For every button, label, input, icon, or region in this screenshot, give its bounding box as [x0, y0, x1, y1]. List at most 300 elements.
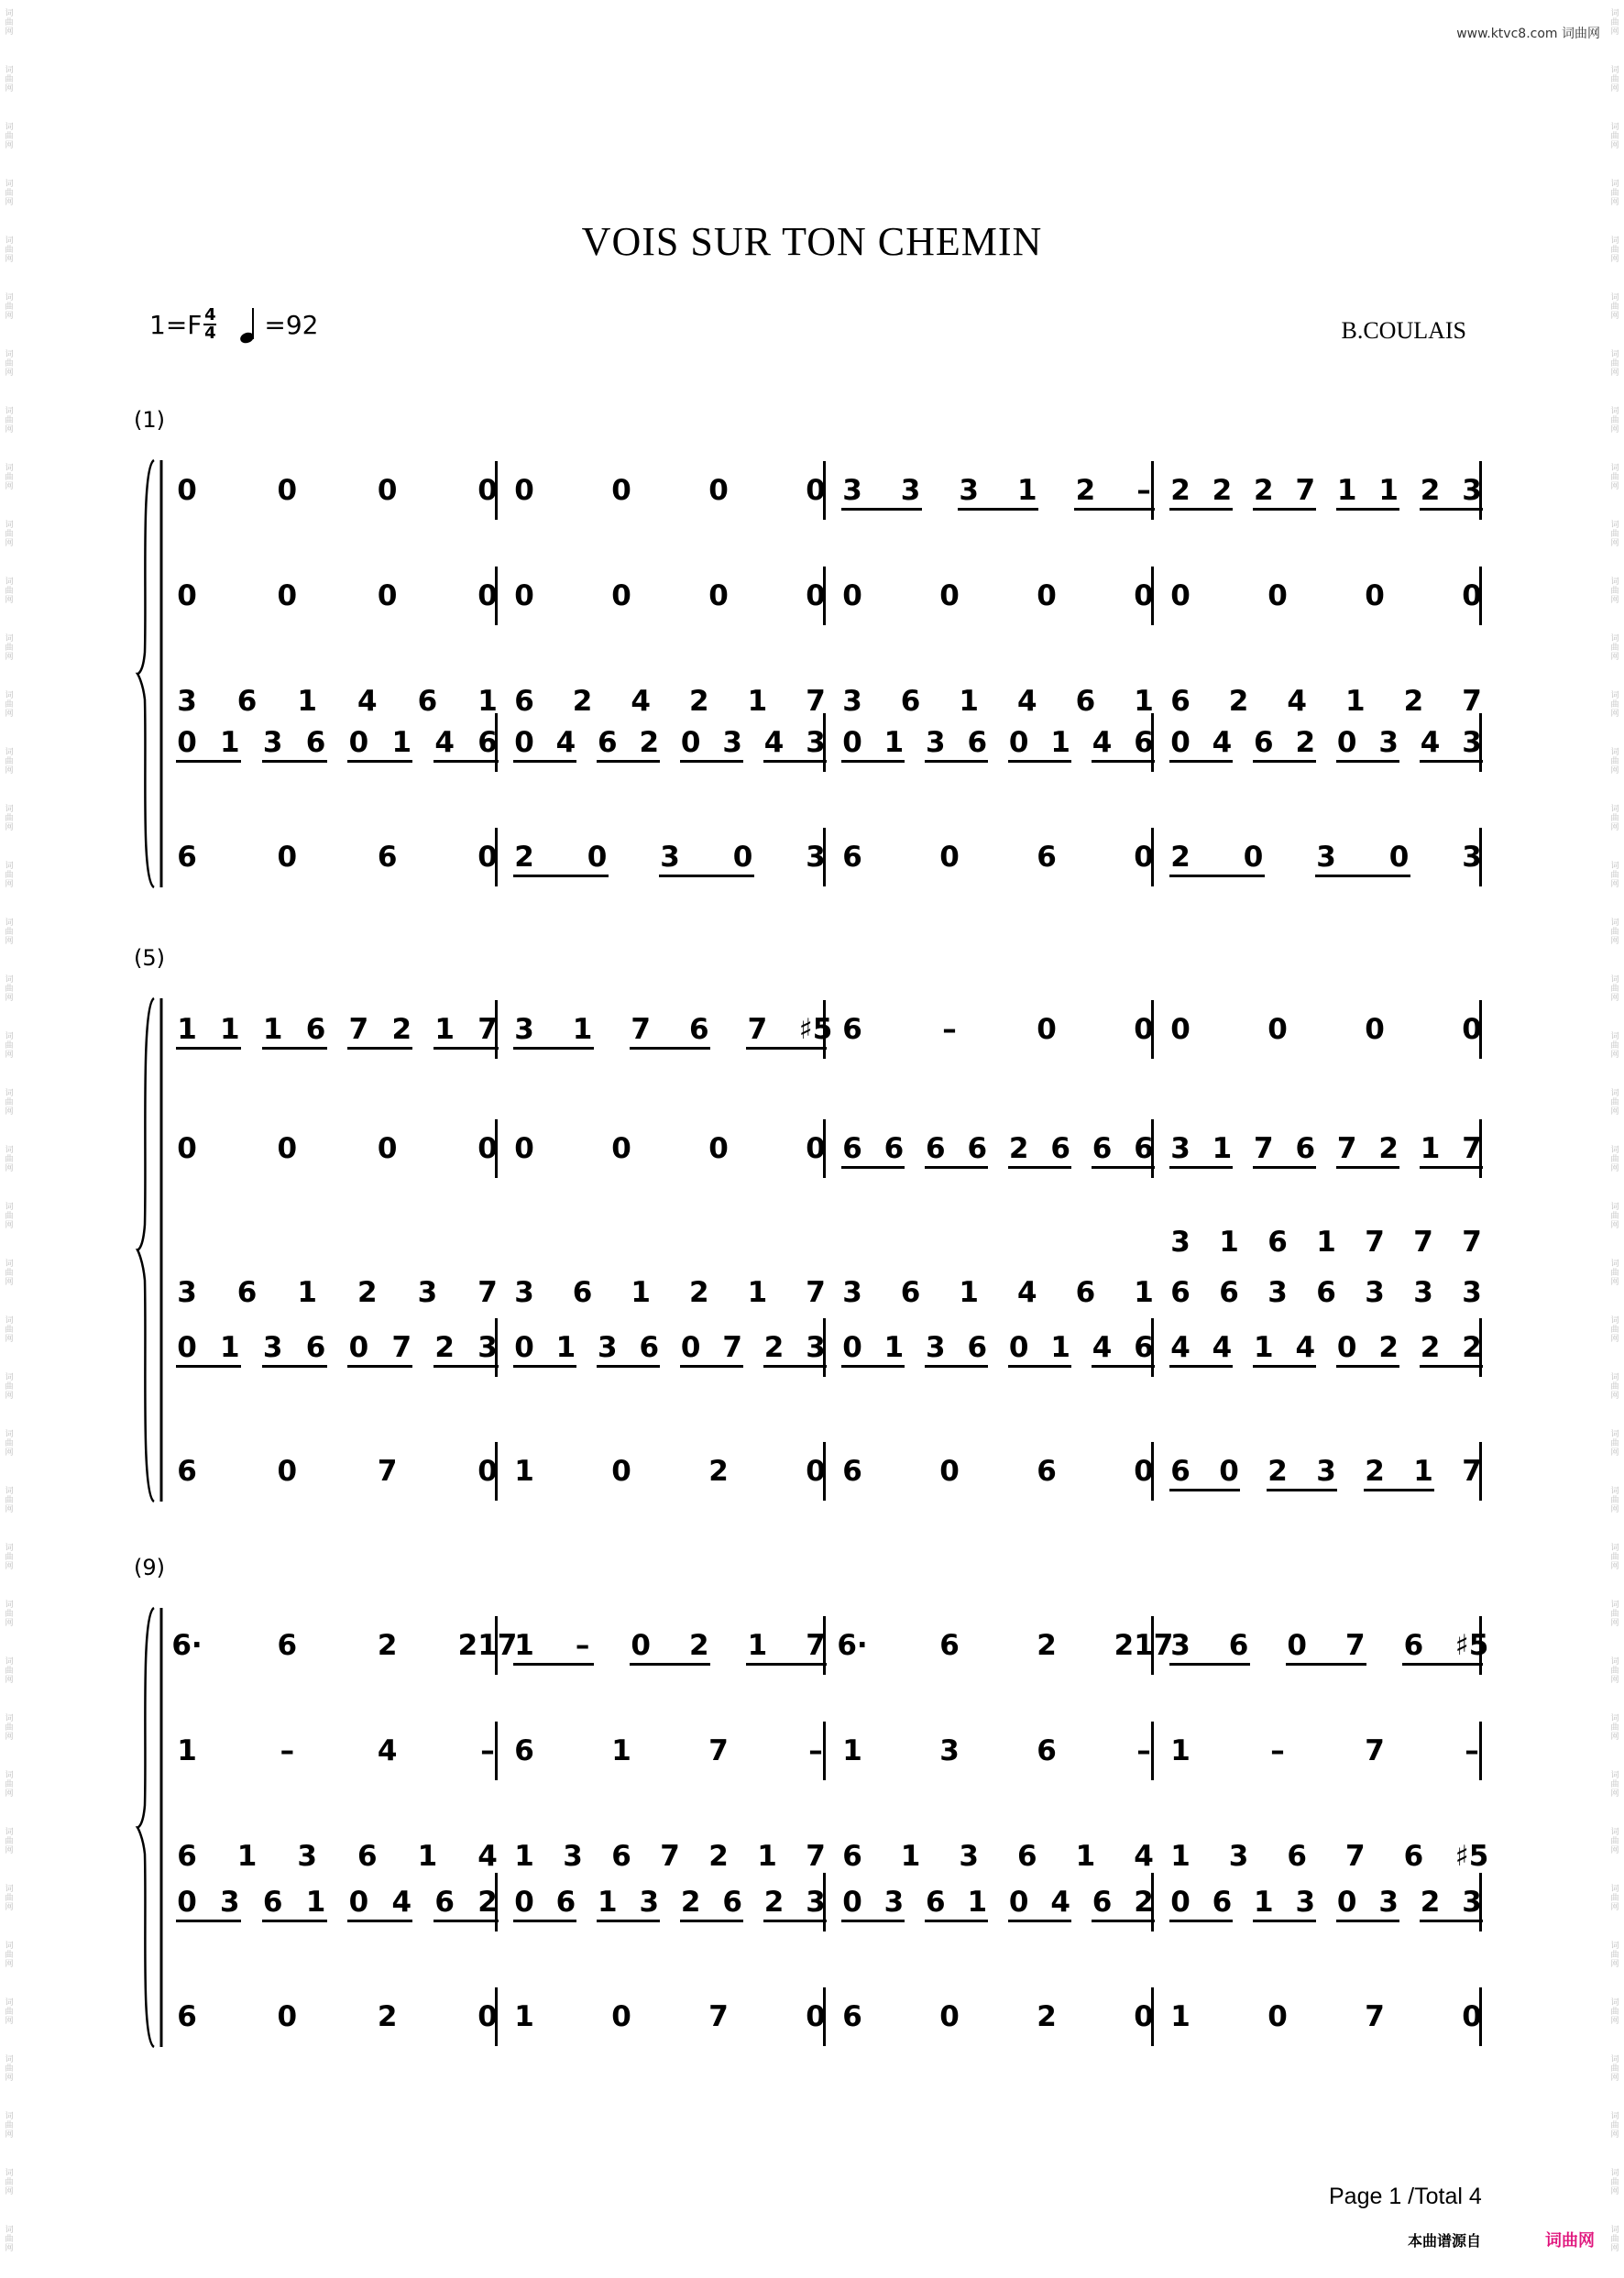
note: 3 — [1316, 841, 1336, 874]
beam-underline — [176, 1920, 241, 1922]
note: 6· — [837, 1629, 868, 1662]
note: 6 — [357, 1840, 378, 1873]
beam-underline — [1420, 1920, 1483, 1922]
beam-underline — [1169, 1920, 1233, 1922]
note: 0 — [277, 1132, 298, 1165]
note: 2 — [1420, 1886, 1441, 1919]
note: 4 — [1287, 685, 1307, 718]
watermark-text: 词 曲 网 — [1610, 1260, 1619, 1287]
note: 0 — [611, 1132, 631, 1165]
watermark-text: 词 曲 网 — [5, 180, 14, 207]
note: 1 — [747, 1276, 768, 1309]
watermark-text: 词 曲 网 — [5, 123, 14, 150]
note: 0 — [1267, 579, 1288, 612]
beam-underline — [630, 1663, 710, 1666]
note: 0 — [1336, 1331, 1357, 1364]
note: 3 — [1170, 1132, 1191, 1165]
note: 2 — [391, 1013, 412, 1046]
watermark-text: 词 曲 网 — [5, 805, 14, 832]
note: 2 — [1170, 474, 1191, 507]
watermark-text: 词 曲 网 — [1610, 634, 1619, 662]
system-label: (5) — [134, 945, 165, 971]
note: – — [942, 1013, 957, 1046]
note: 4 — [391, 1886, 412, 1919]
note: 0 — [1170, 1013, 1191, 1046]
left-watermark-strip — [0, 0, 18, 2278]
note: 3 — [514, 1276, 534, 1309]
note: – — [808, 1734, 823, 1767]
watermark-text: 词 曲 网 — [5, 1885, 14, 1912]
note: 0 — [377, 1132, 398, 1165]
note: 0 — [842, 726, 862, 759]
note: 7 — [806, 1840, 826, 1873]
watermark-text: 词 曲 网 — [1610, 9, 1619, 37]
note: 6 — [722, 1886, 742, 1919]
note: 0 — [1462, 2000, 1482, 2033]
note: 6 — [1075, 1276, 1096, 1309]
note: 6 — [477, 726, 498, 759]
beam-underline — [176, 1365, 241, 1368]
note: 4 — [1134, 1840, 1154, 1873]
beam-underline — [1074, 508, 1155, 511]
note: 1 — [959, 1276, 979, 1309]
note: 6 — [377, 841, 398, 874]
note: 7 — [477, 1013, 498, 1046]
barline — [823, 1722, 826, 1780]
tempo-value: =92 — [264, 309, 319, 340]
note: 2 — [572, 685, 593, 718]
note: 0 — [806, 2000, 826, 2033]
beam-underline — [1253, 1920, 1316, 1922]
note: 3 — [959, 1840, 979, 1873]
note: 1 — [1219, 1226, 1239, 1259]
note: 0 — [277, 2000, 298, 2033]
note: 6 — [842, 1013, 862, 1046]
note: 3 — [1228, 1840, 1249, 1873]
note: 6 — [967, 1132, 988, 1165]
note: 1 — [514, 1455, 534, 1488]
beam-underline — [763, 1920, 827, 1922]
beam-underline — [347, 1920, 412, 1922]
beam-underline — [746, 1047, 827, 1050]
watermark-text: 词 曲 网 — [5, 66, 14, 94]
note: 0 — [177, 1886, 197, 1919]
watermark-text: 词 曲 网 — [5, 1430, 14, 1458]
beam-underline — [1092, 1920, 1155, 1922]
note: 3 — [806, 726, 826, 759]
note: 7 — [1365, 1734, 1385, 1767]
beam-underline — [841, 1365, 905, 1368]
beam-underline — [1315, 875, 1410, 877]
note: 2 — [1254, 474, 1274, 507]
note: 1 — [1134, 685, 1154, 718]
note: 2 — [1037, 2000, 1057, 2033]
beam-underline — [1286, 1663, 1366, 1666]
note: 1 — [1420, 1132, 1441, 1165]
beam-underline — [958, 508, 1038, 511]
watermark-text: 词 曲 网 — [1610, 748, 1619, 776]
note: 4 — [1295, 1331, 1316, 1364]
beam-underline — [262, 1365, 327, 1368]
note: – — [1270, 1734, 1285, 1767]
note: 3 — [1170, 1629, 1191, 1662]
watermark-text: 词 曲 网 — [1610, 2112, 1619, 2140]
note: 7 — [660, 1840, 680, 1873]
composer: B.COULAIS — [1341, 317, 1466, 344]
note: 1 — [1212, 1132, 1233, 1165]
note: 6 — [1170, 1276, 1191, 1309]
note: 0 — [587, 841, 608, 874]
note: 0 — [177, 1132, 197, 1165]
beam-underline — [513, 875, 609, 877]
note: 0 — [377, 579, 398, 612]
note: 0 — [1134, 2000, 1154, 2033]
staff-brace — [134, 996, 170, 1503]
note: 2 — [708, 1840, 729, 1873]
watermark-text: 词 曲 网 — [5, 1089, 14, 1117]
note: 1 — [883, 1331, 905, 1364]
note: 1 — [177, 1013, 197, 1046]
note: 6 — [1134, 1132, 1154, 1165]
note: 0 — [806, 1132, 826, 1165]
note: 1 — [297, 1276, 317, 1309]
note: 6 — [926, 1132, 946, 1165]
beam-underline — [347, 1047, 412, 1050]
note: 0 — [842, 1886, 862, 1919]
watermark-text: 词 曲 网 — [1610, 350, 1619, 378]
beam-underline — [1336, 1166, 1399, 1169]
beam-underline — [262, 760, 327, 763]
note: 1 — [1254, 1331, 1274, 1364]
staff-brace — [134, 1606, 170, 2049]
note: 1 — [1134, 1276, 1154, 1309]
watermark-text: 词 曲 网 — [5, 1601, 14, 1628]
beam-underline — [1253, 1166, 1316, 1169]
watermark-text: 词 曲 网 — [5, 1771, 14, 1799]
source-label: 本曲谱源自 — [1408, 2232, 1482, 2250]
note: 0 — [277, 474, 298, 507]
note: 3 — [262, 726, 283, 759]
beam-underline — [1169, 1663, 1250, 1666]
note: 4 — [434, 726, 455, 759]
watermark-text: 词 曲 网 — [5, 1714, 14, 1742]
beam-underline — [680, 1920, 743, 1922]
note: 0 — [1388, 841, 1410, 874]
watermark-text: 词 曲 网 — [5, 748, 14, 776]
note: 0 — [277, 579, 298, 612]
note: 1 — [391, 726, 412, 759]
note: 4 — [477, 1840, 498, 1873]
note: 3 — [1316, 1455, 1336, 1488]
note: 0 — [611, 579, 631, 612]
note: 3 — [417, 1276, 438, 1309]
note: 1 — [220, 726, 240, 759]
note: 2 — [514, 841, 534, 874]
beam-underline — [1092, 760, 1155, 763]
watermark-text: 词 曲 网 — [1610, 805, 1619, 832]
beam-underline — [746, 1663, 827, 1666]
note: – — [1136, 474, 1151, 507]
watermark-text: 词 曲 网 — [1610, 180, 1619, 207]
beam-underline — [680, 1365, 743, 1368]
note: – — [1136, 1734, 1151, 1767]
note: 2 — [1267, 1455, 1288, 1488]
note: 6 — [177, 2000, 197, 2033]
note: 3 — [939, 1734, 960, 1767]
note: 2 — [680, 1886, 701, 1919]
watermark-text: 词 曲 网 — [5, 2169, 14, 2196]
watermark-text: 词 曲 网 — [5, 1828, 14, 1855]
note: 0 — [514, 726, 534, 759]
note: 1 — [555, 1331, 576, 1364]
note: 4 — [631, 685, 651, 718]
note: 4 — [1050, 1886, 1070, 1919]
note: 6· — [171, 1629, 203, 1662]
note: 217 — [457, 1629, 518, 1662]
note: 3 — [514, 1013, 534, 1046]
note: 0 — [1134, 579, 1154, 612]
note: 2 — [1228, 685, 1249, 718]
note: 3 — [1170, 1226, 1191, 1259]
note: 4 — [1017, 1276, 1037, 1309]
note: 3 — [563, 1840, 583, 1873]
right-watermark-strip — [1606, 0, 1624, 2278]
note: 6 — [842, 1840, 862, 1873]
note: 2 — [1378, 1331, 1399, 1364]
note: 0 — [939, 1455, 960, 1488]
beam-underline — [597, 1365, 660, 1368]
note: 1 — [900, 1840, 921, 1873]
note: 6 — [967, 726, 988, 759]
note: 0 — [1462, 1013, 1482, 1046]
beam-underline — [1336, 1920, 1399, 1922]
beam-underline — [1169, 508, 1233, 511]
watermark-text: 词 曲 网 — [1610, 2169, 1619, 2196]
note: 6 — [1170, 685, 1191, 718]
note: 0 — [806, 474, 826, 507]
note: 6 — [967, 1331, 988, 1364]
watermark-text: 词 曲 网 — [1610, 691, 1619, 719]
note: 1 — [1170, 1840, 1191, 1873]
note: 1 — [611, 1734, 631, 1767]
note: 0 — [514, 1132, 534, 1165]
note: 0 — [611, 2000, 631, 2033]
note: 0 — [177, 579, 197, 612]
note: 3 — [842, 474, 862, 507]
note: – — [480, 1734, 495, 1767]
watermark-text: 词 曲 网 — [1610, 1544, 1619, 1571]
watermark-text: 词 曲 网 — [1610, 1885, 1619, 1912]
note: 7 — [708, 2000, 729, 2033]
note: 6 — [900, 1276, 921, 1309]
note: 6 — [1037, 841, 1057, 874]
note: 1 — [220, 1331, 240, 1364]
note: 2 — [639, 726, 660, 759]
note: 6 — [842, 841, 862, 874]
note: 7 — [1365, 1226, 1385, 1259]
note: 4 — [1420, 726, 1441, 759]
note: 0 — [806, 579, 826, 612]
beam-underline — [1253, 760, 1316, 763]
note: 2 — [1170, 841, 1191, 874]
note: 0 — [939, 579, 960, 612]
note: 6 — [277, 1629, 298, 1662]
note: 4 — [377, 1734, 398, 1767]
beam-underline — [597, 1920, 660, 1922]
note: 0 — [1037, 1013, 1057, 1046]
quarter-note-icon — [240, 306, 264, 343]
note: 0 — [348, 1886, 369, 1919]
watermark-text: 词 曲 网 — [1610, 1487, 1619, 1514]
note: 7 — [377, 1455, 398, 1488]
beam-underline — [1169, 875, 1265, 877]
beam-underline — [1402, 1663, 1483, 1666]
note: 6 — [939, 1629, 960, 1662]
key-prefix: 1=F — [149, 309, 203, 340]
note: 0 — [1037, 579, 1057, 612]
note: 4 — [555, 726, 576, 759]
watermark-text: 词 曲 网 — [5, 1544, 14, 1571]
beam-underline — [841, 1166, 905, 1169]
note: 3 — [1365, 1276, 1385, 1309]
beam-underline — [513, 1365, 576, 1368]
beam-underline — [1169, 1365, 1233, 1368]
note: 0 — [708, 579, 729, 612]
beam-underline — [262, 1920, 327, 1922]
note: 6 — [689, 1013, 709, 1046]
watermark-text: 词 曲 网 — [5, 9, 14, 37]
note: 1 — [757, 1840, 777, 1873]
note: 1 — [177, 1734, 197, 1767]
note: 1 — [305, 1886, 326, 1919]
watermark-text: 词 曲 网 — [5, 2226, 14, 2253]
beam-underline — [1267, 1489, 1337, 1491]
note: ♯5 — [1454, 1629, 1489, 1662]
note: 2 — [1420, 474, 1441, 507]
watermark-text: 词 曲 网 — [5, 350, 14, 378]
note: 3 — [1462, 1276, 1482, 1309]
note: 6 — [514, 1734, 534, 1767]
beam-underline — [433, 1365, 499, 1368]
note: 0 — [1170, 1886, 1191, 1919]
watermark-text: 词 曲 网 — [1610, 1998, 1619, 2026]
site-logo[interactable]: 词曲网 — [1545, 2231, 1595, 2250]
watermark-text: 词 曲 网 — [5, 2112, 14, 2140]
note: 1 — [959, 685, 979, 718]
note: 1 — [1170, 2000, 1191, 2033]
watermark-text: 词 曲 网 — [5, 919, 14, 946]
note: 6 — [1134, 726, 1154, 759]
note: 6 — [305, 726, 326, 759]
note: 6 — [1092, 1886, 1113, 1919]
watermark-text: 词 曲 网 — [1610, 521, 1619, 548]
note: 6 — [1295, 1132, 1316, 1165]
beam-underline — [925, 1166, 988, 1169]
note: 6 — [177, 841, 197, 874]
beam-underline — [841, 760, 905, 763]
note: 7 — [806, 1629, 826, 1662]
note: 7 — [1345, 1840, 1366, 1873]
watermark-text: 词 曲 网 — [5, 1260, 14, 1287]
beam-underline — [176, 1047, 241, 1050]
watermark-text: 词 曲 网 — [5, 1657, 14, 1685]
note: 2 — [1462, 1331, 1482, 1364]
beam-underline — [1008, 760, 1071, 763]
watermark-text: 词 曲 网 — [5, 691, 14, 719]
note: 1 — [883, 726, 905, 759]
note: 4 — [1017, 685, 1037, 718]
beam-underline — [1169, 760, 1233, 763]
note: 3 — [660, 841, 680, 874]
note: 6 — [1037, 1455, 1057, 1488]
note: 0 — [1134, 1455, 1154, 1488]
note: 1 — [1170, 1734, 1191, 1767]
note: 3 — [806, 841, 826, 874]
note: 3 — [1413, 1276, 1433, 1309]
note: 6 — [926, 1886, 946, 1919]
note: 0 — [611, 474, 631, 507]
watermark-text: 词 曲 网 — [5, 1373, 14, 1401]
note: 0 — [1008, 1886, 1029, 1919]
beam-underline — [1420, 508, 1483, 511]
note: 3 — [1462, 726, 1482, 759]
watermark-text: 词 曲 网 — [1610, 1203, 1619, 1230]
note: 1 — [747, 685, 768, 718]
note: 0 — [277, 841, 298, 874]
watermark-text: 词 曲 网 — [1610, 1714, 1619, 1742]
site-label[interactable]: www.ktvc8.com 词曲网 — [1456, 27, 1600, 41]
note: 2 — [1008, 1132, 1029, 1165]
note: 0 — [477, 1132, 498, 1165]
note: 0 — [477, 579, 498, 612]
note: 0 — [631, 1629, 651, 1662]
beam-underline — [925, 1920, 988, 1922]
key-signature — [149, 306, 318, 343]
note: 6 — [1050, 1132, 1070, 1165]
note: 7 — [1336, 1132, 1357, 1165]
beam-underline — [1336, 508, 1399, 511]
beam-underline — [1420, 1365, 1483, 1368]
note: 6 — [611, 1840, 631, 1873]
barline — [1479, 1722, 1482, 1780]
watermark-text: 词 曲 网 — [5, 1487, 14, 1514]
note: 2 — [1075, 474, 1096, 507]
note: 4 — [1092, 1331, 1113, 1364]
note: 1 — [236, 1840, 258, 1873]
watermark-text: 词 曲 网 — [1610, 1373, 1619, 1401]
note: 3 — [177, 685, 197, 718]
watermark-text: 词 曲 网 — [1610, 975, 1619, 1003]
note: 1 — [514, 1629, 534, 1662]
time-top: 4 — [204, 305, 216, 325]
watermark-text: 词 曲 网 — [1610, 919, 1619, 946]
note: 4 — [1170, 1331, 1191, 1364]
beam-underline — [680, 760, 743, 763]
note: 6 — [305, 1331, 326, 1364]
note: 1 — [417, 1840, 438, 1873]
note: 3 — [177, 1276, 197, 1309]
beam-underline — [659, 875, 754, 877]
beam-underline — [1364, 1489, 1434, 1491]
beam-underline — [1420, 1166, 1483, 1169]
note: 0 — [1365, 1013, 1385, 1046]
beam-underline — [1008, 1920, 1071, 1922]
note: 1 — [747, 1629, 768, 1662]
note: 6 — [555, 1886, 576, 1919]
beam-underline — [513, 1047, 594, 1050]
note: 0 — [177, 726, 197, 759]
note: 4 — [763, 726, 785, 759]
